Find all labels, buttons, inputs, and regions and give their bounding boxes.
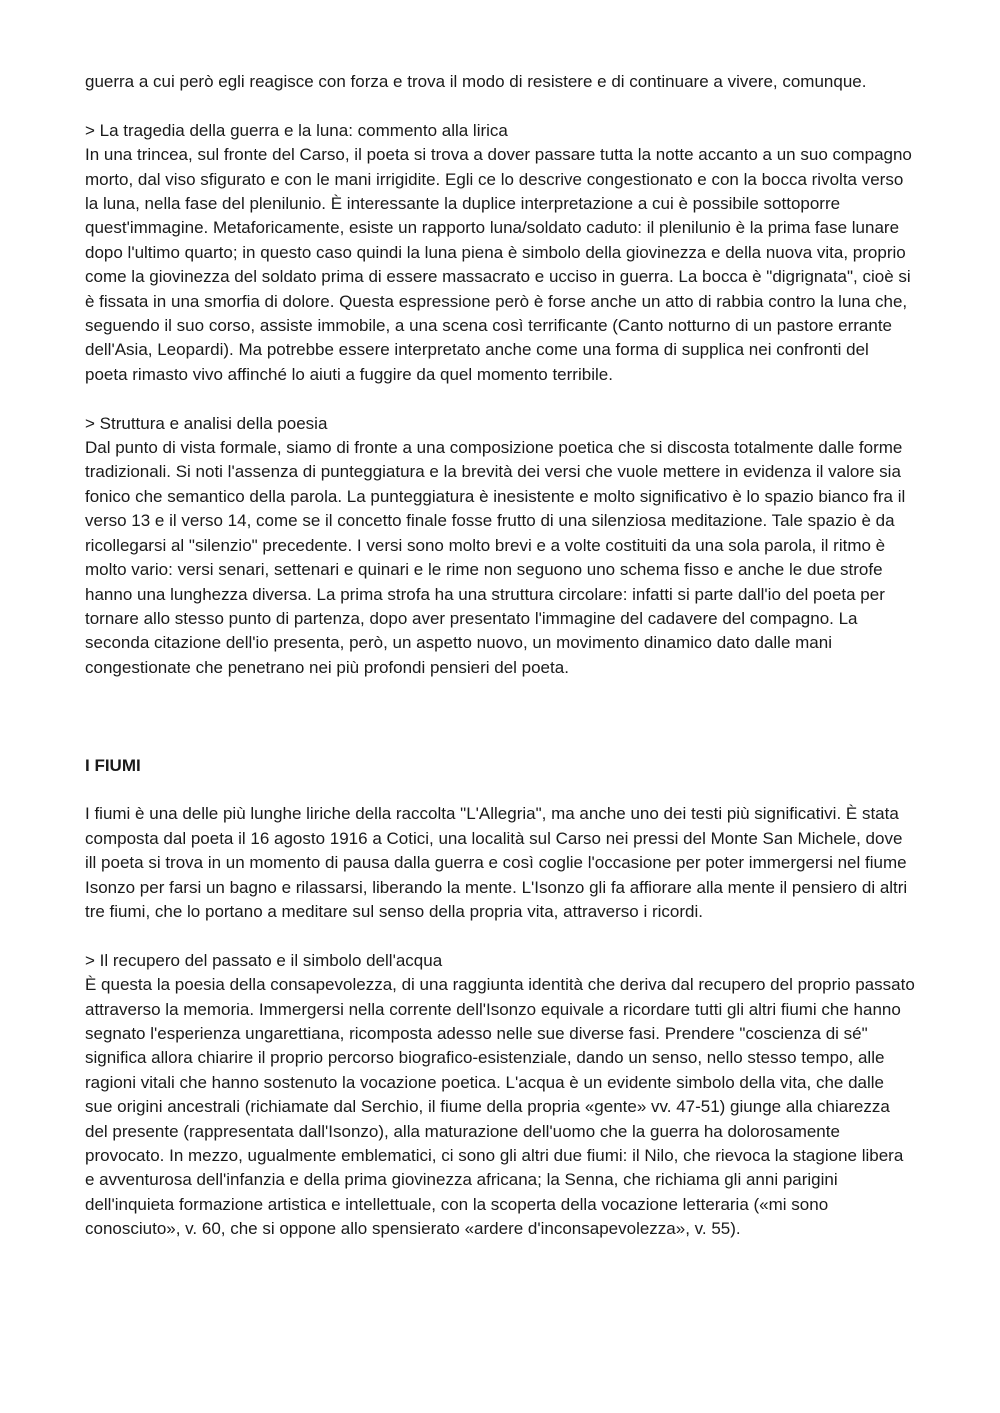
section-body-struttura: Dal punto di vista formale, siamo di fronte a una composizione poetica che si discosta totalmente dalle forme tradizionali. Si noti l'assenza di punteggiatura e la brevità dei versi che vuole mettere in evidenza il valore sia fonico che semantico della parola. La punteggiatura è inesistente e molto significativo è lo spazio bianco fra il verso 13 e il verso 14, come se il concetto finale fosse frutto di una silenziosa meditazione. Tale spazio è da ricollegarsi al "silenzio" precedente. I versi sono molto brevi e a volte costituiti da una sola parola, il ritmo è molto vario: versi senari, settenari e quinari e le rime non seguono uno schema fisso e anche le due strofe hanno una lunghezza diversa. La prima strofa ha una struttura circolare: infatti si parte dall'io del poeta per tornare allo stesso punto di partenza, dopo aver presentato l'immagine del cadavere del compagno. La seconda citazione dell'io presenta, però, un aspetto nuovo, un movimento dinamico dato dalle mani congestionate che penetrano nei più profondi pensieri del poeta. — [85, 438, 906, 677]
section-subheading-tragedia: > La tragedia della guerra e la luna: commento alla lirica — [85, 120, 508, 140]
spacer — [85, 94, 915, 118]
spacer — [85, 924, 915, 948]
section-body-recupero: È questa la poesia della consapevolezza, di una raggiunta identità che deriva dal recupero del proprio passato attraverso la memoria. Immergersi nella corrente dell'Isonzo equivale a ricordare tutti gli altri fiumi che hanno segnato l'esperienza ungarettiana, ricomposta adesso nelle sue diverse fasi. Prendere "coscienza di sé" significa allora chiarire il proprio percorso biografico-esistenziale, dando un senso, nello stesso tempo, alle ragioni vitali che hanno sostenuto la vocazione poetica. L'acqua è un evidente simbolo della vita, che dalle sue origini ancestrali (richiamate dal Serchio, il fiume della propria «gente» vv. 47-51) giunge alla chiarezza del presente (rappresentata dall'Isonzo), alla maturazione dell'uomo che la guerra ha dolorosamente provocato. In mezzo, ugualmente emblematici, ci sono gli altri due fiumi: il Nilo, che rievoca la stagione libera e avventurosa dell'infanzia e della prima giovinezza africana; la Senna, che richiama gli anni parigini dell'inquieta formazione artistica e intellettuale, con la scoperta della vocazione letteraria («mi sono conosciuto», v. 60, che si oppone allo spensierato «ardere d'inconsapevolezza», v. 55). — [85, 975, 915, 1239]
section-title-fiumi: I FIUMI — [85, 755, 141, 775]
section-body-tragedia: In una trincea, sul fronte del Carso, il poeta si trova a dover passare tutta la notte accanto a un suo compagno morto, dal viso sfigurato e con le mani irrigidite. Egli ce lo descrive congestionato e con la bocca rivolta verso la luna, nella fase del plenilunio. È interessante la duplice interpretazione a cui è possibile sottoporre quest'immagine. Metaforicamente, esiste un rapporto luna/soldato caduto: il plenilunio è la prima fase lunare dopo l'ultimo quarto; in questo caso quindi la luna piena è simbolo della giovinezza e della nuova vita, proprio come la giovinezza del soldato prima di essere massacrato e ucciso in guerra. La bocca è "digrignata", cioè si è fissata in una smorfia di dolore. Questa espressione però è forse anche un atto di rabbia contro la luna che, seguendo il suo corso, assiste immobile, a una scena così terrificante (Canto notturno di un pastore errante dell'Asia, Leopardi). Ma potrebbe essere interpretato anche come una forma di supplica nei confronti del poeta rimasto vivo affinché lo aiuti a fuggire da quel momento terribile. — [85, 145, 912, 384]
spacer — [85, 387, 915, 411]
document-page — [85, 70, 915, 1242]
spacer — [85, 680, 915, 729]
fiumi-intro-paragraph: I fiumi è una delle più lunghe liriche della raccolta "L'Allegria", ma anche uno dei testi più significativi. È stata composta dal poeta il 16 agosto 1916 a Cotici, una località sul Carso nei pressi del Monte San Michele, dove ill poeta si trova in un momento di pausa dalla guerra e così coglie l'occasione per poter immergersi nel fiume Isonzo per farsi un bagno e rilassarsi, liberando la mente. L'Isonzo gli fa affiorare alla mente il pensiero di altri tre fiumi, che lo portano a meditare sul senso della propria vita, attraverso i ricordi. — [85, 804, 908, 921]
intro-paragraph: guerra a cui però egli reagisce con forza e trova il modo di resistere e di continuare a vivere, comunque. — [85, 72, 867, 91]
spacer — [85, 729, 915, 753]
section-subheading-struttura: > Struttura e analisi della poesia — [85, 413, 328, 433]
spacer — [85, 778, 915, 802]
section-subheading-recupero: > Il recupero del passato e il simbolo dell'acqua — [85, 950, 443, 970]
